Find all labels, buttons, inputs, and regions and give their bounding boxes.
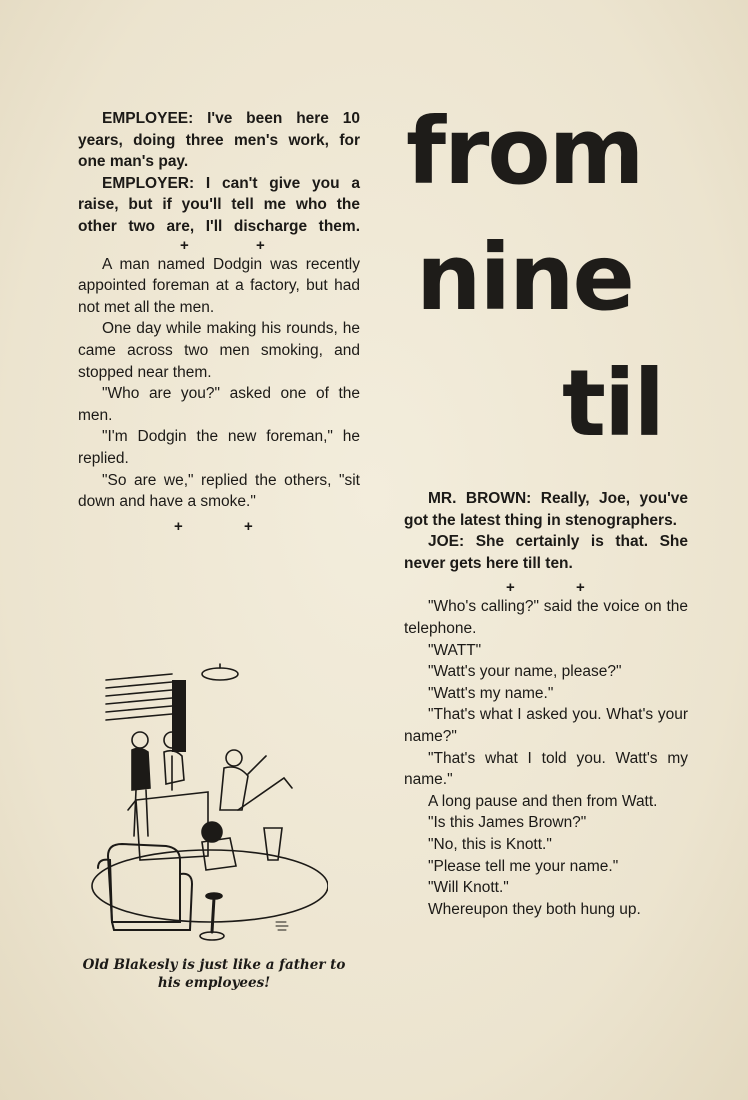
- watt-knott-joke: [404, 596, 688, 920]
- plus-mark: +: [180, 236, 189, 254]
- brown-line: MR. BROWN: Really, Joe, you've got the latest thing in stenographers.: [404, 490, 688, 529]
- employee-employer-joke: [78, 108, 360, 238]
- title-line-nine: nine: [416, 224, 633, 331]
- joke-paragraph: "Who's calling?" said the voice on the telephone.: [404, 598, 688, 637]
- joke-paragraph: "Watt's my name.": [428, 684, 554, 702]
- joke-paragraph: A long pause and then from Watt.: [428, 792, 658, 810]
- joke-paragraph: "Is this James Brown?": [428, 814, 587, 832]
- joke-paragraph: "No, this is Knott.": [428, 835, 552, 853]
- plus-mark: +: [244, 517, 253, 535]
- title-line-til: til: [562, 350, 664, 457]
- employer-line: EMPLOYER: I can't give you a raise, but if you'll tell me who the other two are, I'll discharge them.: [78, 174, 360, 235]
- joke-paragraph: "That's what I asked you. What's your name?": [404, 706, 688, 745]
- brown-joe-joke: [404, 488, 688, 574]
- joe-line: JOE: She certainly is that. She never gets here till ten.: [404, 533, 688, 572]
- cartoon-caption: Old Blakesly is just like a father to his employees!: [82, 957, 346, 991]
- plus-mark: +: [256, 236, 265, 254]
- office-cartoon-illustration: [88, 660, 328, 950]
- joke-paragraph: One day while making his rounds, he came across two men smoking, and stopped near them.: [78, 320, 360, 381]
- title-line-from: from: [406, 98, 643, 205]
- right-column: [404, 488, 688, 920]
- joke-paragraph: "I'm Dodgin the new foreman," he replied.: [78, 428, 360, 467]
- joke-paragraph: A man named Dodgin was recently appointed foreman at a factory, but had not met all the men.: [78, 255, 360, 316]
- joke-paragraph: "Watt's your name, please?": [428, 663, 622, 681]
- dodgin-joke: [78, 254, 360, 513]
- joke-paragraph: Whereupon they both hung up.: [428, 900, 641, 918]
- plus-mark: +: [174, 517, 183, 535]
- separator-plus-2: [78, 519, 360, 535]
- plus-mark: +: [576, 579, 585, 597]
- joke-paragraph: "So are we," replied the others, "sit down and have a smoke.": [78, 471, 360, 511]
- joke-paragraph: "Who are you?" asked one of the men.: [78, 385, 360, 424]
- joke-paragraph: "Will Knott.": [428, 879, 509, 897]
- joke-paragraph: "That's what I told you. Watt's my name.": [404, 749, 688, 789]
- separator-plus-3: [404, 580, 688, 596]
- employee-line: EMPLOYEE: I've been here 10 years, doing three men's work, for one man's pay.: [78, 110, 360, 171]
- left-column: [78, 108, 360, 535]
- joke-paragraph: "Please tell me your name.": [428, 857, 619, 875]
- joke-paragraph: "WATT": [428, 641, 482, 659]
- plus-mark: +: [506, 579, 515, 597]
- separator-plus-1: [78, 238, 360, 254]
